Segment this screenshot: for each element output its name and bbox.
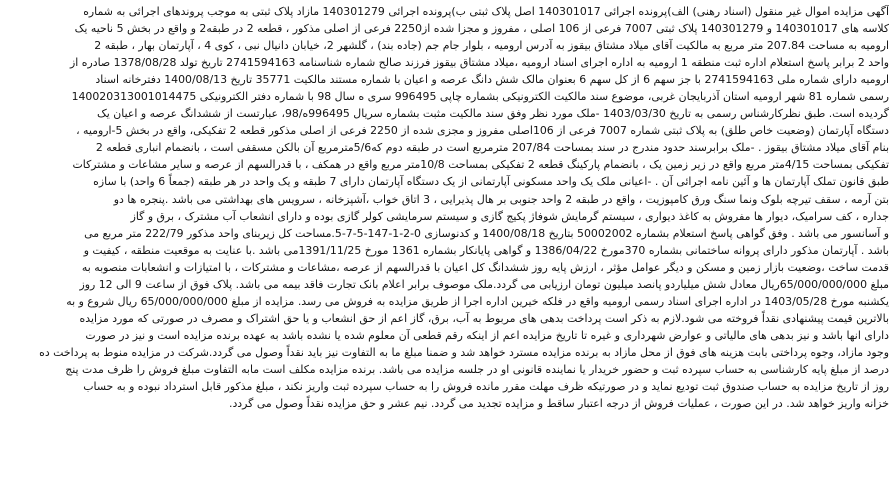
notice-line: خزانه واریز خواهد شد. در این صورت ، عملیات فروش از درجه اعتبار ساقط و مزایده تجدید می گردد. نیم عشر و حق مزایده نقداً وصول می گردد. [229,397,889,411]
notice-line: بنام آقای میلاد مشتاق بیقوز . -ملک برابرسند حدود مندرج در سند بمساحت 207/84 مترمربع است در طبقه دوم که5/6مترمربع آن بالکن مسقفی است ، بانضمام انباری قطعه 2 [95,141,889,155]
notice-line: گردیده است. طبق نظرکارشناس رسمی به تاریخ 1403/03/30 -ملک مورد نظر وفق سند مالکیت مثبت بشماره سریال 996495ه/98، عبارتست از ششدانگ عرصه و اعیان یک [97,107,889,121]
notice-line: روز از تاریخ مزایده به حساب صندوق ثبت تودیع نماید و در صورتیکه ظرف مهلت مقرر مانده فروش را به حساب سپرده ثبت واریز نکند ، مبلغ مذکور قابل استرداد نبوده و به حساب [83,380,889,394]
notice-line: یکشنبه مورخ 1403/05/28 در اداره اجرای اسناد رسمی ارومیه واقع در فلکه خیرین اداره اجرا از طریق مزایده به فروش می رسد. مزایده از مبلغ 65/000/000/000 ریال شروع و به [66,294,889,308]
notice-line: و آسانسور می باشد . وفق گواهی پاسخ استعلام بشماره 50002002 بتاریخ 1400/08/18 و کدنوسازی 0-2-1-147-5-7-5.مساحت کل زیربنای واحد مذکور 222/79 متر مربع می [84,226,889,240]
notice-line: دارای انها باشد و نیز بدهی های مالیاتی و عوارض شهرداری و غیره تا تاریخ مزایده اعم از اینکه رقم قطعی آن معلوم شده یا نشده باشد به عهده برنده مزایده است و نیز در صورت [85,328,889,342]
notice-line: بالاترین قیمت پیشنهادی نقداً فروخته می شود.لازم به ذکر است پرداخت بدهی های مربوط به آب، برق، گاز اعم از حق انشعاب و یا حق اشتراک و مصرف در صورتی که مورد مزایده [79,311,889,325]
notice-line: رسمی شماره 81 شهر ارومیه استان آذربایجان غربی، موضوع سند مالکیت الکترونیکی بشماره چاپی 996495 سری ه سال 98 با شماره دفتر الکترونیکی 140020313001014475 [71,90,889,104]
notice-line: درصد از مبلغ پایه کارشناسی به حساب سپرده ثبت و حضور خریدار یا نماینده قانونی او در جلسه مزایده می باشد. برنده مزایده مکلف است مابه التفاوت مبلغ فروش را ظرف مدت پنج [65,362,889,376]
notice-line: قدمت ساخت ،وضعیت بازار زمین و مسکن و دیگر عوامل مؤثر ، ارزش پایه روز ششدانگ کل اعیان با قدرالسهم از عرصه ،مشاعات و مشترکات ، با امتیازات و انشعابات منصوبه به [81,260,889,274]
notice-line: کلاسه های 140301017 و 140301279 پلاک ثبتی 7007 فرعی از 106 اصلی ، مفروز و مجزا شده از2250 فرعی از اصلی مذکور ، قطعه 2 در طبقه2 و واقع در بخش 5 ناحیه یک [74,22,889,36]
notice-line: ارومیه به مساحت 207.84 متر مربع به مالکیت آقای میلاد مشتاق بیقوز به آدرس ارومیه ، بلوار جام جم (جاده بند) ، گلشهر 2، خیابان دانیال نبی ، کوی 4 ، آپارتمان بهار ، طبقه 2 [94,39,889,53]
notice-line: ارومیه دارای شماره ملی 2741594163 با جز سهم 6 از کل سهم 6 بعنوان مالک شش دانگ عرصه و اعیان با شماره مستند مالکیت 35771 تاریخ 1400/08/13 دفترخانه اسناد [95,73,889,87]
notice-line: دستگاه آپارتمان (وضعیت خاص طلق) به پلاک ثبتی شماره 7007 فرعی از 106اصلی مفروز و مجزی شده از 2250 فرعی از اصلی مذکور قطعه 2 تفکیکی، واقع در بخش 5-ارومیه ، [76,124,889,138]
notice-line: جداره ، کف سرامیک، دیوار ها مفروش به کاغذ دیواری ، سیستم گرمایش شوفاژ پکیج گازی و سیستم سرمایشی کولر گازی بوده و دارای انشعاب آب مشترک ، برق و گاز [130,209,889,223]
notice-line: تفکیکی بمساحت 4/15متر مربع واقع در زیر زمین یک ، بانضمام پارکینگ قطعه 2 تفکیکی بمساحت 10/8متر مربع واقع در همکف ، با قدرالسهم از عرصه و سایر مشاعات و مشترکات [72,158,889,172]
notice-line: باشد . آپارتمان مذکور دارای پروانه ساختمانی بشماره 370مورخ 1386/04/22 و گواهی پایانکار بشماره 1361 مورخ 1391/11/25می باشد .با عنایت به موقعیت منطقه ، کیفیت و [83,243,889,257]
notice-line: وجود مازاد، وجوه پرداختی بابت هزینه های فوق از محل مازاد به برنده مزایده مسترد خواهد شد و ضمنا مبلغ ما به التفاوت نیز باید نقداً وصول می گردد.شرکت در مزایده منوط به پرداخت ده [39,345,889,359]
notice-line: واحد 2 برابر پاسخ استعلام اداره ثبت منطقه 1 ارومیه به اداره اجرای اسناد ارومیه ،میلاد مشتاق بیقوز فرزند صالح شماره شناسنامه 2741594163 تاریخ تولد 1378/08/28 صادره از [70,56,889,70]
notice-line: طبق قانون تملک آپارتمان ها و آئین نامه اجرائی آن . -اعیانی ملک یک واحد مسکونی آپارتمانی از یک دستگاه آپارتمان دارای 7 طبقه و یک واحد در هر طبقه (جمعاً 6 واحد) با سازه [93,175,889,189]
notice-line: بتن آرمه ، سقف تیرچه بلوک ونما سنگ ورق کامپوزیت ، واقع در طبقه 2 واحد جنوبی بر هال پذیرایی ، 3 اتاق خواب ،آشپزخانه ، سرویس های بهداشتی می باشد .پنجره ها دو [113,192,889,206]
notice-line: مبلغ 65/000/000/000ریال معادل شش میلیاردو پانصد میلیون تومان ارزیابی می گردد.ملک موصوف برابر اعلام بانک تجارت فاقد بیمه می باشد. پلاک فوق از ساعت 9 الی 12 روز [79,277,889,291]
notice-line: آگهی مزایده اموال غیر منقول (اسناد رهنی) الف)پرونده اجرائی 140301017 اصل پلاک ثبتی ب)پرونده اجرائی 140301279 مازاد پلاک ثبتی به موجب پروندهای اجرائی به شماره [83,5,889,18]
